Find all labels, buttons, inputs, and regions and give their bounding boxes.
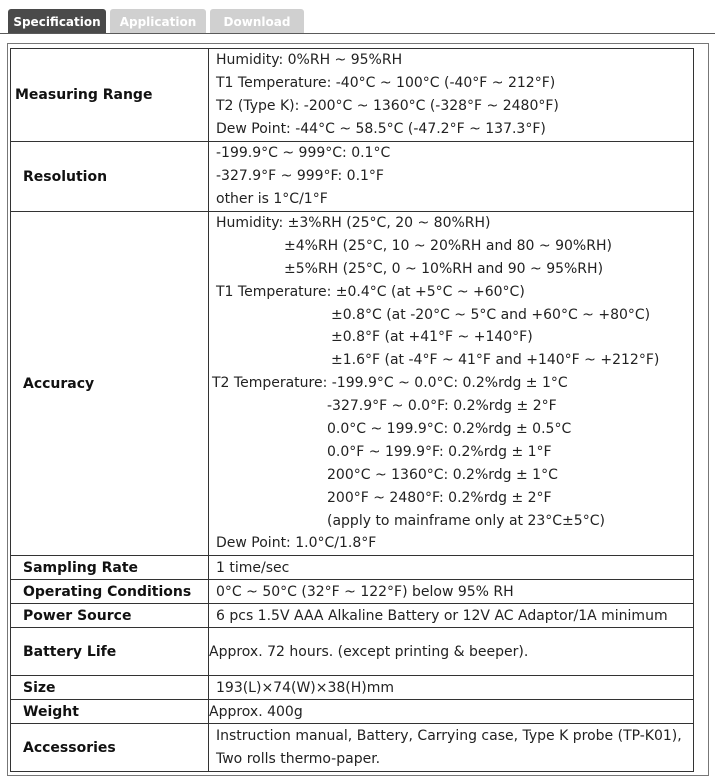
value-line: ±5%RH (25°C, 0 ~ 10%RH and 90 ~ 95%RH) <box>284 260 604 277</box>
row-label-resolution: Resolution <box>11 142 209 212</box>
row-value-operating-conditions: 0°C ~ 50°C (32°F ~ 122°F) below 95% RH <box>209 580 694 604</box>
row-label-power-source: Power Source <box>11 604 209 628</box>
row-value-weight: Approx. 400g <box>209 700 694 724</box>
value-line: other is 1°C/1°F <box>216 190 328 207</box>
row-label-size: Size <box>11 676 209 700</box>
value-line: T2 (Type K): -200°C ~ 1360°C (-328°F ~ 2480°F) <box>216 98 559 114</box>
value-line: Two rolls thermo-paper. <box>216 750 381 767</box>
value-line: Humidity: ±3%RH (25°C, 20 ~ 80%RH) <box>216 215 491 231</box>
table-row <box>11 676 694 700</box>
value-line: Instruction manual, Battery, Carrying case, Type K probe (TP-K01), <box>216 727 682 744</box>
row-value-resolution <box>209 142 694 212</box>
value-line: ±1.6°F (at -4°F ~ 41°F and +140°F ~ +212°F) <box>331 352 660 369</box>
row-label-sampling-rate: Sampling Rate <box>11 556 209 580</box>
table-row <box>11 212 694 556</box>
value-line: 0.0°C ~ 199.9°C: 0.2%rdg ± 0.5°C <box>327 421 572 438</box>
row-value-accuracy <box>209 212 694 556</box>
value-line: 200°F ~ 2480°F: 0.2%rdg ± 2°F <box>327 489 552 506</box>
row-value-sampling-rate: 1 time/sec <box>209 556 694 580</box>
value-line: -327.9°F ~ 999°F: 0.1°F <box>216 168 384 185</box>
value-line: Dew Point: 1.0°C/1.8°F <box>216 535 377 552</box>
row-label-accuracy: Accuracy <box>11 212 209 556</box>
value-line: -327.9°F ~ 0.0°F: 0.2%rdg ± 2°F <box>327 398 557 415</box>
table-row <box>11 700 694 724</box>
row-value-measuring-range <box>209 49 694 142</box>
row-label-accessories: Accessories <box>11 724 209 772</box>
row-value-size: 193(L)×74(W)×38(H)mm <box>209 676 694 700</box>
value-line: T1 Temperature: ±0.4°C (at +5°C ~ +60°C) <box>216 283 525 300</box>
value-line: T2 Temperature: -199.9°C ~ 0.0°C: 0.2%rdg ± 1°C <box>212 375 568 392</box>
value-line: Dew Point: -44°C ~ 58.5°C (-47.2°F ~ 137.3°F) <box>216 120 546 137</box>
row-label-operating-conditions: Operating Conditions <box>11 580 209 604</box>
row-value-battery-life: Approx. 72 hours. (except printing & beeper). <box>209 628 694 676</box>
tab-download[interactable]: Download <box>210 9 304 34</box>
spec-table <box>10 48 694 772</box>
tab-specification[interactable]: Specification <box>8 9 106 34</box>
row-label-weight: Weight <box>11 700 209 724</box>
value-line: Humidity: 0%RH ~ 95%RH <box>216 52 403 69</box>
value-line: (apply to mainframe only at 23°C±5°C) <box>327 512 605 529</box>
table-row <box>11 580 694 604</box>
row-value-power-source: 6 pcs 1.5V AAA Alkaline Battery or 12V AC Adaptor/1A minimum <box>209 604 694 628</box>
row-label-battery-life: Battery Life <box>11 628 209 676</box>
row-value-accessories <box>209 724 694 772</box>
tab-underline <box>0 33 715 34</box>
value-line: -199.9°C ~ 999°C: 0.1°C <box>216 145 391 162</box>
value-line: 200°C ~ 1360°C: 0.2%rdg ± 1°C <box>327 466 558 483</box>
table-row <box>11 604 694 628</box>
value-line: T1 Temperature: -40°C ~ 100°C (-40°F ~ 212°F) <box>216 75 556 92</box>
value-line: ±0.8°F (at +41°F ~ +140°F) <box>331 329 533 346</box>
tab-application[interactable]: Application <box>110 9 206 34</box>
row-label-measuring-range: Measuring Range <box>11 49 209 142</box>
table-row <box>11 556 694 580</box>
table-row <box>11 142 694 212</box>
value-line: 0.0°F ~ 199.9°F: 0.2%rdg ± 1°F <box>327 443 552 460</box>
table-row <box>11 628 694 676</box>
value-line: ±4%RH (25°C, 10 ~ 20%RH and 80 ~ 90%RH) <box>284 237 612 254</box>
table-row <box>11 49 694 142</box>
table-row <box>11 724 694 772</box>
value-line: ±0.8°C (at -20°C ~ 5°C and +60°C ~ +80°C) <box>331 306 651 323</box>
